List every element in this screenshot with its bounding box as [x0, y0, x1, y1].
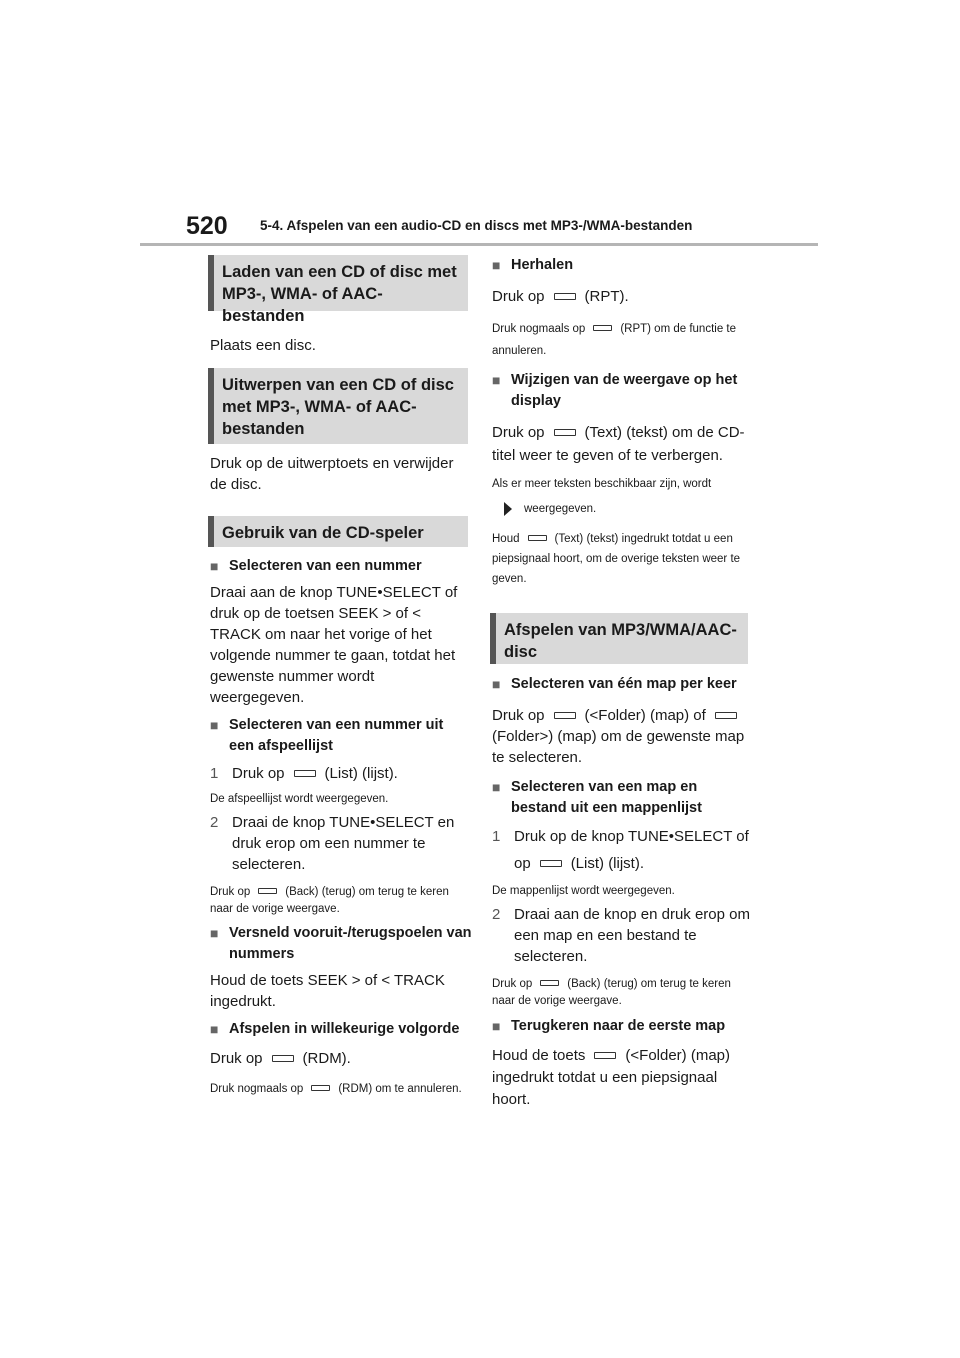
button-icon	[311, 1085, 330, 1091]
right-column	[492, 255, 754, 1111]
mappenlijst-note: De mappenlijst wordt weergegeven.	[492, 885, 675, 897]
rpt-text	[492, 286, 754, 307]
rdm-note	[210, 1078, 472, 1101]
step-text	[232, 763, 398, 784]
subheading-label: Wijzigen van de weergave op het display	[511, 372, 738, 409]
subheading-label: Selecteren van een map en bestand uit een mappenlijst	[511, 779, 702, 816]
subheading-versneld	[210, 923, 472, 965]
map-text	[492, 705, 754, 768]
text-b: (Text) (tekst) om de CD-titel weer te geven of te verbergen.	[492, 424, 745, 464]
note-text-a: Druk nogmaals op	[210, 1083, 304, 1095]
subheading-afspeellijst	[210, 715, 472, 757]
uitwerp-text: Druk op de uitwerptoets en verwijder de disc.	[210, 455, 454, 493]
square-bullet-icon: ■	[492, 1018, 501, 1034]
subheading-herhalen	[492, 255, 754, 276]
map-text-b: (<Folder) (map) of	[584, 707, 706, 724]
step-2	[492, 904, 754, 967]
note-text-b: (RPT) om de functie te annuleren.	[492, 323, 737, 357]
subheading-label: Herhalen	[511, 257, 574, 273]
note-text-a: Houd	[492, 533, 520, 545]
step-text-a: Druk op	[232, 765, 285, 782]
button-icon	[554, 712, 576, 719]
rpt-note	[492, 318, 754, 362]
square-bullet-icon: ■	[492, 372, 501, 388]
weergegeven-note	[492, 500, 754, 519]
button-icon	[258, 888, 277, 894]
square-bullet-icon: ■	[492, 676, 501, 692]
subheading-map-bestand	[492, 777, 754, 819]
note-text-b: (Text) (tekst) ingedrukt totdat u een piepsignaal hoort, om de overige teksten weer te geven.	[492, 533, 741, 585]
button-icon	[593, 325, 612, 331]
button-icon	[540, 860, 562, 867]
afspeellijst-note: De afspeellijst wordt weergegeven.	[210, 793, 389, 805]
note-text: weergegeven.	[524, 503, 597, 515]
back-note	[492, 976, 754, 1010]
step-text: Draai aan de knop en druk erop om een map en een bestand te selecteren.	[514, 906, 750, 965]
page-number: 520	[186, 212, 228, 240]
rdm-text-a: Druk op	[210, 1050, 263, 1067]
subheading-label: Selecteren van een nummer uit een afspeellijst	[229, 717, 444, 754]
heading-afspelen: Afspelen van MP3/WMA/AAC-disc	[490, 613, 748, 664]
subheading-label: Terugkeren naar de eerste map	[511, 1018, 726, 1034]
button-icon	[554, 429, 576, 436]
button-icon	[715, 712, 737, 719]
note-text-a: Druk nogmaals op	[492, 323, 586, 335]
subheading-nummer	[210, 556, 472, 577]
subheading-label: Selecteren van een nummer	[229, 558, 422, 574]
square-bullet-icon: ■	[492, 779, 501, 795]
subheading-wijzigen	[492, 370, 754, 412]
note-text-b: (RDM) om te annuleren.	[338, 1083, 462, 1095]
rdm-text-b: (RDM).	[302, 1050, 351, 1067]
terug-text	[492, 1045, 754, 1111]
terug-text-b: (<Folder) (map) ingedrukt totdat u een piepsignaal hoort.	[492, 1047, 731, 1108]
step-text-a: Druk op de knop TUNE•SELECT of op	[514, 828, 749, 872]
heading-gebruik: Gebruik van de CD-speler	[208, 516, 468, 547]
meer-tekst-note: Als er meer teksten beschikbaar zijn, wordt	[492, 478, 712, 490]
button-icon	[528, 535, 547, 541]
button-icon	[540, 980, 559, 986]
houd-note	[492, 529, 754, 589]
button-icon	[294, 770, 316, 777]
button-icon	[594, 1052, 616, 1059]
section-header: 5-4. Afspelen van een audio-CD en discs met MP3-/WMA-bestanden	[260, 218, 693, 233]
note-text-b: (Back) (terug) om terug te keren naar de vorige weergave.	[210, 886, 449, 915]
step-text	[514, 823, 754, 877]
nummer-text: Draai aan de knop TUNE•SELECT of druk op de toetsen SEEK > of < TRACK om naar het vorige of het volgende nummer te gaan, totdat het gewenste nummer wordt weergegeven.	[210, 584, 458, 706]
step-1	[210, 763, 472, 784]
terug-text-a: Houd de toets	[492, 1047, 586, 1064]
back-note	[210, 884, 472, 918]
step-number: 2	[210, 814, 219, 831]
note-text-a: Druk op	[210, 886, 251, 898]
map-text-c: (Folder>) (map) om de gewenste map te selecteren.	[492, 728, 745, 766]
step-text: Draai de knop TUNE•SELECT en druk erop om een nummer te selecteren.	[232, 814, 455, 873]
square-bullet-icon: ■	[210, 717, 219, 733]
text-a: Druk op	[492, 424, 545, 441]
step-text-b: (List) (lijst).	[324, 765, 398, 782]
heading-laden: Laden van een CD of disc met MP3-, WMA- of AAC-bestanden	[208, 255, 468, 311]
subheading-label: Versneld vooruit-/terugspoelen van nummers	[229, 925, 472, 962]
map-text-a: Druk op	[492, 707, 545, 724]
square-bullet-icon: ■	[492, 257, 501, 273]
heading-uitwerpen: Uitwerpen van een CD of disc met MP3-, WMA- of AAC-bestanden	[208, 368, 468, 444]
step-number: 1	[210, 765, 219, 782]
square-bullet-icon: ■	[210, 925, 219, 941]
subheading-terug	[492, 1016, 754, 1037]
note-text-a: Druk op	[492, 978, 533, 990]
left-column	[210, 255, 472, 1101]
subheading-label: Selecteren van één map per keer	[511, 676, 737, 692]
rpt-text-b: (RPT).	[584, 288, 629, 305]
right-arrow-icon	[504, 502, 512, 516]
subheading-label: Afspelen in willekeurige volgorde	[229, 1021, 460, 1037]
button-icon	[554, 293, 576, 300]
text-toggle-text	[492, 421, 754, 467]
step-text-b: (List) (lijst).	[570, 855, 645, 872]
rpt-text-a: Druk op	[492, 288, 545, 305]
button-icon	[272, 1055, 294, 1062]
versneld-text: Houd de toets SEEK > of < TRACK ingedrukt.	[210, 972, 445, 1010]
step-1	[492, 823, 754, 877]
square-bullet-icon: ■	[210, 558, 219, 574]
step-number: 2	[492, 906, 501, 923]
plaats-text: Plaats een disc.	[210, 337, 316, 354]
note-text-b: (Back) (terug) om terug te keren naar de vorige weergave.	[492, 978, 731, 1007]
step-2	[210, 812, 472, 875]
subheading-willekeurig	[210, 1019, 472, 1040]
rdm-text	[210, 1048, 472, 1069]
step-number: 1	[492, 828, 501, 845]
header-divider	[140, 243, 818, 246]
square-bullet-icon: ■	[210, 1021, 219, 1037]
subheading-map	[492, 674, 754, 695]
